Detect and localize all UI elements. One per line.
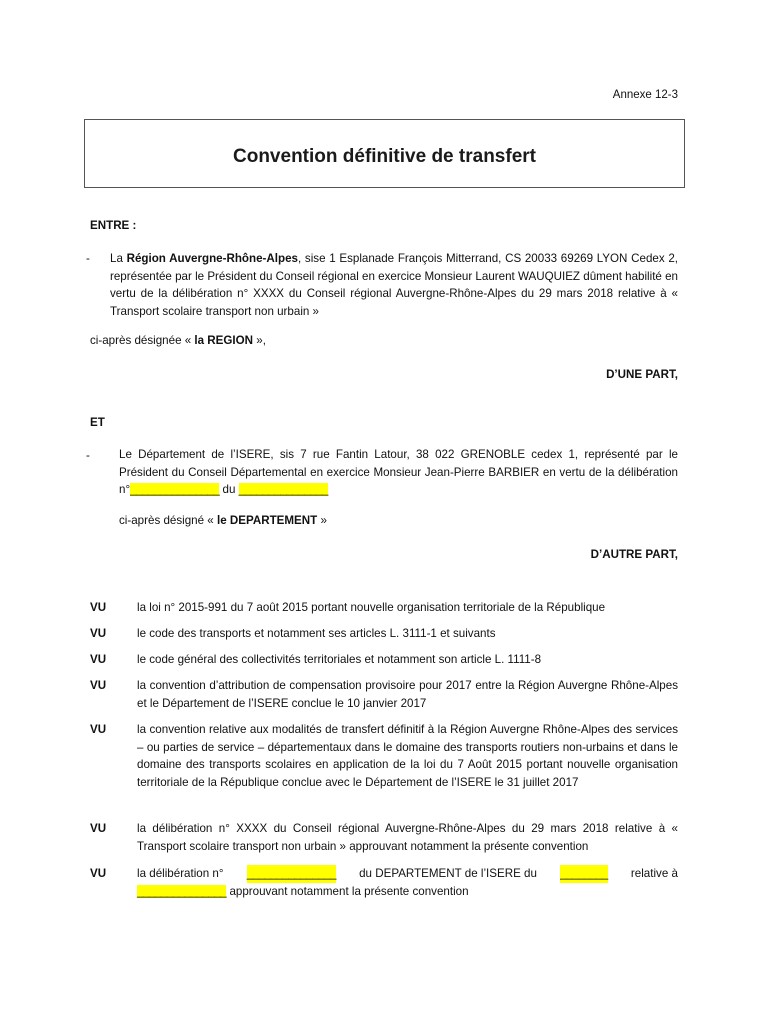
vu-text-last: la délibération n° _______________ du DEPARTEMENT de l’ISERE du ________ relative à _______________ approuvant notamment la présente convention bbox=[137, 867, 678, 898]
vu-label: VU bbox=[90, 653, 107, 666]
blank-field[interactable]: _______________ bbox=[137, 884, 227, 898]
vu-text: la convention d’attribution de compensation provisoire pour 2017 entre la Région Auvergne Rhône-Alpes et le Département de l’ISERE conclue le 10 janvier 2017 bbox=[137, 679, 678, 710]
region-name: Région Auvergne-Rhône-Alpes bbox=[126, 252, 298, 265]
vu-text: la délibération n° XXXX du Conseil régional Auvergne-Rhône-Alpes du 29 mars 2018 relative à « Transport scolaire transport non urbain » approuvant notamment la présente convention bbox=[137, 822, 678, 853]
region-designation: ci-après désignée « la REGION », bbox=[90, 334, 266, 347]
vu-label: VU bbox=[90, 601, 107, 614]
vu-label: VU bbox=[90, 723, 107, 736]
blank-field[interactable]: _______________ bbox=[247, 865, 336, 883]
autre-part-label: D’AUTRE PART, bbox=[590, 548, 678, 561]
blank-field[interactable]: _______________ bbox=[130, 483, 220, 496]
entre-label: ENTRE : bbox=[90, 219, 137, 232]
une-part-label: D’UNE PART, bbox=[606, 368, 678, 381]
annexe-label: Annexe 12-3 bbox=[612, 89, 678, 101]
blank-field[interactable]: ________ bbox=[560, 865, 608, 883]
et-label: ET bbox=[90, 416, 105, 429]
vu-text: le code général des collectivités territoriales et notamment son article L. 1111-8 bbox=[137, 653, 542, 666]
document-title: Convention définitive de transfert bbox=[233, 145, 536, 167]
title-box bbox=[84, 119, 685, 188]
vu-label: VU bbox=[90, 627, 107, 640]
vu-label: VU bbox=[90, 867, 107, 880]
bullet-dash: - bbox=[86, 252, 90, 265]
region-paragraph: La Région Auvergne-Rhône-Alpes, sise 1 Esplanade François Mitterrand, CS 20033 69269 LYON Cedex 2, représentée par le Président du Conseil régional en exercice Monsieur Laurent WAUQUIEZ dûment habilité en vertu de la délibération n° XXXX du Conseil régional Auvergne-Rhône-Alpes du 29 mars 2018 relative à « Transport scolaire transport non urbain » bbox=[110, 252, 678, 318]
vu-text: la loi n° 2015-991 du 7 août 2015 portant nouvelle organisation territoriale de la République bbox=[137, 601, 606, 614]
bullet-dash: - bbox=[86, 449, 90, 462]
vu-text: le code des transports et notamment ses articles L. 3111-1 et suivants bbox=[137, 627, 496, 640]
departement-paragraph: Le Département de l’ISERE, sis 7 rue Fantin Latour, 38 022 GRENOBLE cedex 1, représenté par le Président du Conseil Départemental en exercice Monsieur Jean-Pierre BARBIER en vertu de la délibération n°_______________ du _______________ bbox=[119, 448, 678, 496]
vu-label: VU bbox=[90, 822, 107, 835]
vu-label: VU bbox=[90, 679, 107, 692]
vu-text: la convention relative aux modalités de transfert définitif à la Région Auvergne Rhône-Alpes des services – ou parties de service – départementaux dans le domaine des transports routiers non-urbains et dans le domaine des transports scolaires en application de la loi du 7 Août 2015 portant nouvelle organisation territoriale de la République conclue avec le Département de l’ISERE le 31 juillet 2017 bbox=[137, 723, 678, 789]
blank-field[interactable]: _______________ bbox=[238, 483, 328, 496]
departement-designation: ci-après désigné « le DEPARTEMENT » bbox=[119, 514, 327, 527]
